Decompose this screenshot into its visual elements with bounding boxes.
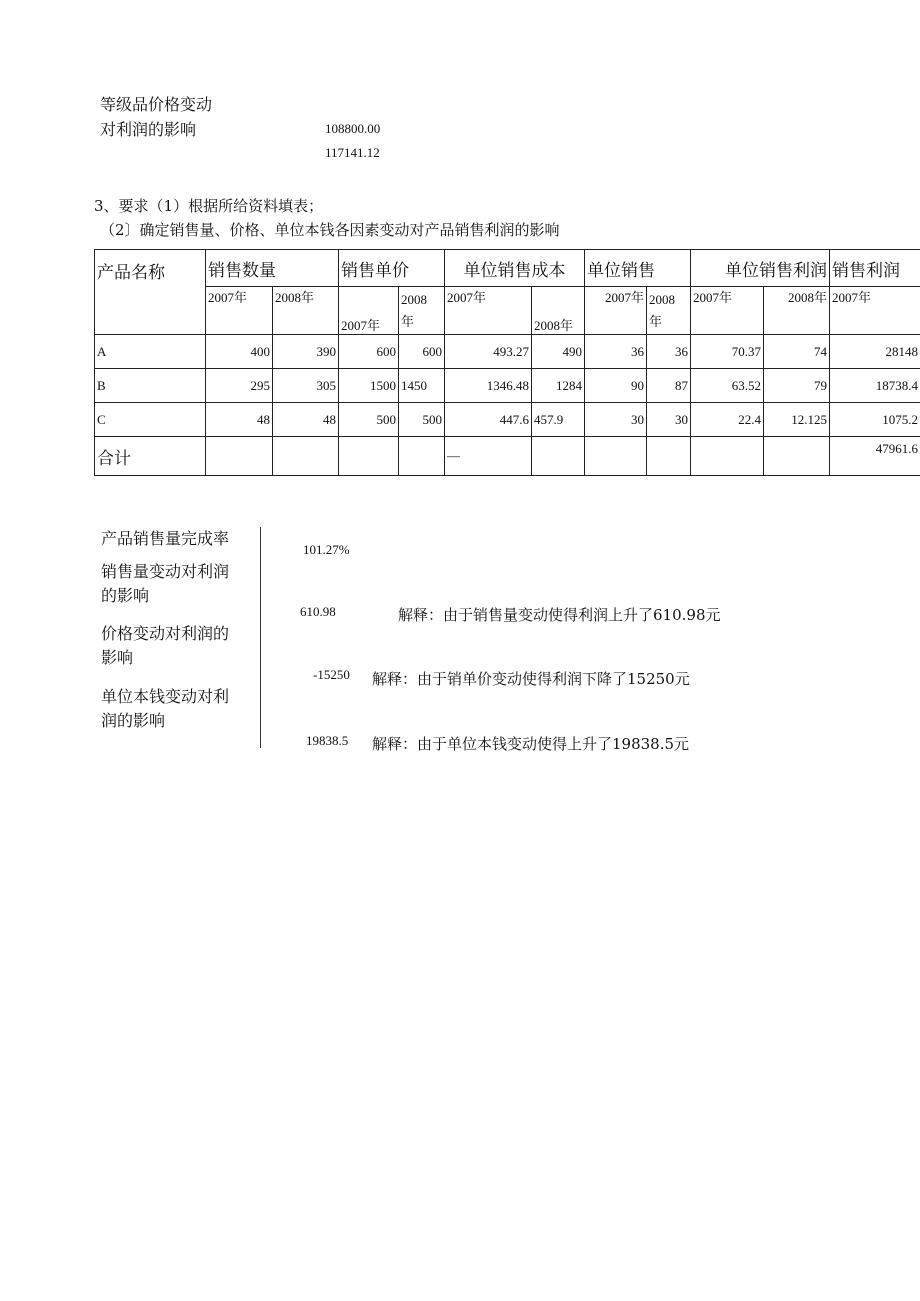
year-cost-2007: 2007年: [445, 287, 532, 335]
row-b-t07: 90: [585, 369, 647, 403]
qty-effect-explain: 解释：由于销售量变动使得利润上升了610.98元: [398, 606, 721, 624]
table-row: [95, 335, 920, 369]
qty-effect-label-line2: 的影响: [101, 586, 150, 605]
row-a-c07: 493.27: [445, 335, 532, 369]
row-b-q08: 305: [273, 369, 339, 403]
row-b-c07: 1346.48: [445, 369, 532, 403]
year-profit-2007: 2007年: [830, 287, 920, 335]
row-c-u08: 12.125: [764, 403, 830, 437]
cost-effect-label-line2: 润的影响: [101, 711, 166, 730]
total-row: [95, 437, 920, 476]
year-cost-2008: 2008年: [532, 287, 585, 335]
row-b-c08: 1284: [532, 369, 585, 403]
price-effect-explain: 解释：由于销单价变动使得利润下降了15250元: [372, 670, 690, 688]
row-a-t07: 36: [585, 335, 647, 369]
total-profit: 47961.6: [830, 437, 920, 476]
row-b-pr07: 18738.4: [830, 369, 920, 403]
header-qty: 销售数量: [206, 250, 339, 287]
year-tax-2008-unit: 年: [649, 314, 663, 329]
year-tax-2007: 2007年: [585, 287, 647, 335]
qty-effect-label-line1: 销售量变动对利润: [101, 562, 230, 581]
table-row: [95, 369, 920, 403]
row-a-p07: 600: [339, 335, 399, 369]
row-b-q07: 295: [206, 369, 273, 403]
row-c-p07: 500: [339, 403, 399, 437]
header-cost: 单位销售成本: [445, 250, 585, 287]
row-c-pr07: 1075.2: [830, 403, 920, 437]
header-product: 产品名称: [95, 250, 206, 335]
row-a-q08: 390: [273, 335, 339, 369]
profit-table: [94, 249, 920, 476]
row-c-q07: 48: [206, 403, 273, 437]
header-price: 销售单价: [339, 250, 445, 287]
requirement-line1: 3、要求（1）根据所给资料填表；: [94, 197, 324, 215]
cost-effect-explain: 解释：由于单位本钱变动使得上升了19838.5元: [372, 735, 690, 753]
year-price-2008: [399, 287, 445, 335]
total-empty: [691, 437, 764, 476]
top-value-1: 108800.00: [325, 121, 381, 136]
header-row: [95, 250, 920, 287]
requirement-line2: （2〕确定销售量、价格、单位本钱各因素变动对产品销售利润的影响: [100, 221, 560, 239]
row-c-u07: 22.4: [691, 403, 764, 437]
year-qty-2008: 2008年: [273, 287, 339, 335]
total-label: 合计: [95, 437, 206, 476]
cost-effect-label: [101, 685, 229, 733]
row-b-name: B: [95, 369, 206, 403]
header-profit: 销售利润: [830, 250, 920, 287]
row-b-t08: 87: [647, 369, 691, 403]
year-price-2008-unit: 年: [401, 314, 415, 329]
row-b-p07: 1500: [339, 369, 399, 403]
year-unit-profit-2008: 2008年: [764, 287, 830, 335]
total-empty: [647, 437, 691, 476]
row-b-u08: 79: [764, 369, 830, 403]
completion-label: 产品销售量完成率: [101, 529, 230, 548]
row-a-u07: 70.37: [691, 335, 764, 369]
header-unit-profit: 单位销售利润: [691, 250, 830, 287]
total-empty: [532, 437, 585, 476]
header-tax: 单位销售: [585, 250, 691, 287]
total-empty: [764, 437, 830, 476]
year-tax-2008-num: 2008: [649, 292, 675, 307]
year-unit-profit-2007: 2007年: [691, 287, 764, 335]
total-empty: [399, 437, 445, 476]
row-c-q08: 48: [273, 403, 339, 437]
row-b-u07: 63.52: [691, 369, 764, 403]
price-effect-label-line2: 影响: [101, 648, 134, 667]
row-a-t08: 36: [647, 335, 691, 369]
price-effect-label-line1: 价格变动对利润的: [101, 624, 230, 643]
year-price-2007: 2007年: [339, 287, 399, 335]
price-effect-value: -15250: [313, 667, 350, 682]
row-a-c08: 490: [532, 335, 585, 369]
row-a-u08: 74: [764, 335, 830, 369]
row-a-q07: 400: [206, 335, 273, 369]
qty-effect-value: 610.98: [300, 604, 336, 619]
year-tax-2008: [647, 287, 691, 335]
qty-effect-label: [101, 560, 229, 608]
table-row: [95, 403, 920, 437]
row-b-p08: 1450: [399, 369, 445, 403]
row-c-p08: 500: [399, 403, 445, 437]
cost-effect-label-line1: 单位本钱变动对利: [101, 687, 230, 706]
row-c-c07: 447.6: [445, 403, 532, 437]
row-a-pr07: 28148: [830, 335, 920, 369]
top-label-line1: 等级品价格变动: [100, 95, 213, 114]
row-c-c08: 457.9: [532, 403, 585, 437]
year-price-2008-num: 2008: [401, 292, 427, 307]
row-a-name: A: [95, 335, 206, 369]
year-qty-2007: 2007年: [206, 287, 273, 335]
analysis-divider: [260, 527, 261, 748]
total-dash: —: [445, 437, 532, 476]
total-empty: [273, 437, 339, 476]
row-a-p08: 600: [399, 335, 445, 369]
row-c-t07: 30: [585, 403, 647, 437]
total-empty: [339, 437, 399, 476]
total-empty: [206, 437, 273, 476]
row-c-t08: 30: [647, 403, 691, 437]
year-row: [95, 287, 920, 335]
total-empty: [585, 437, 647, 476]
completion-value: 101.27%: [303, 542, 350, 557]
top-label-line2: 对利润的影响: [100, 120, 197, 139]
cost-effect-value: 19838.5: [306, 733, 349, 748]
top-value-2: 117141.12: [325, 145, 380, 160]
price-effect-label: [101, 622, 229, 670]
row-c-name: C: [95, 403, 206, 437]
